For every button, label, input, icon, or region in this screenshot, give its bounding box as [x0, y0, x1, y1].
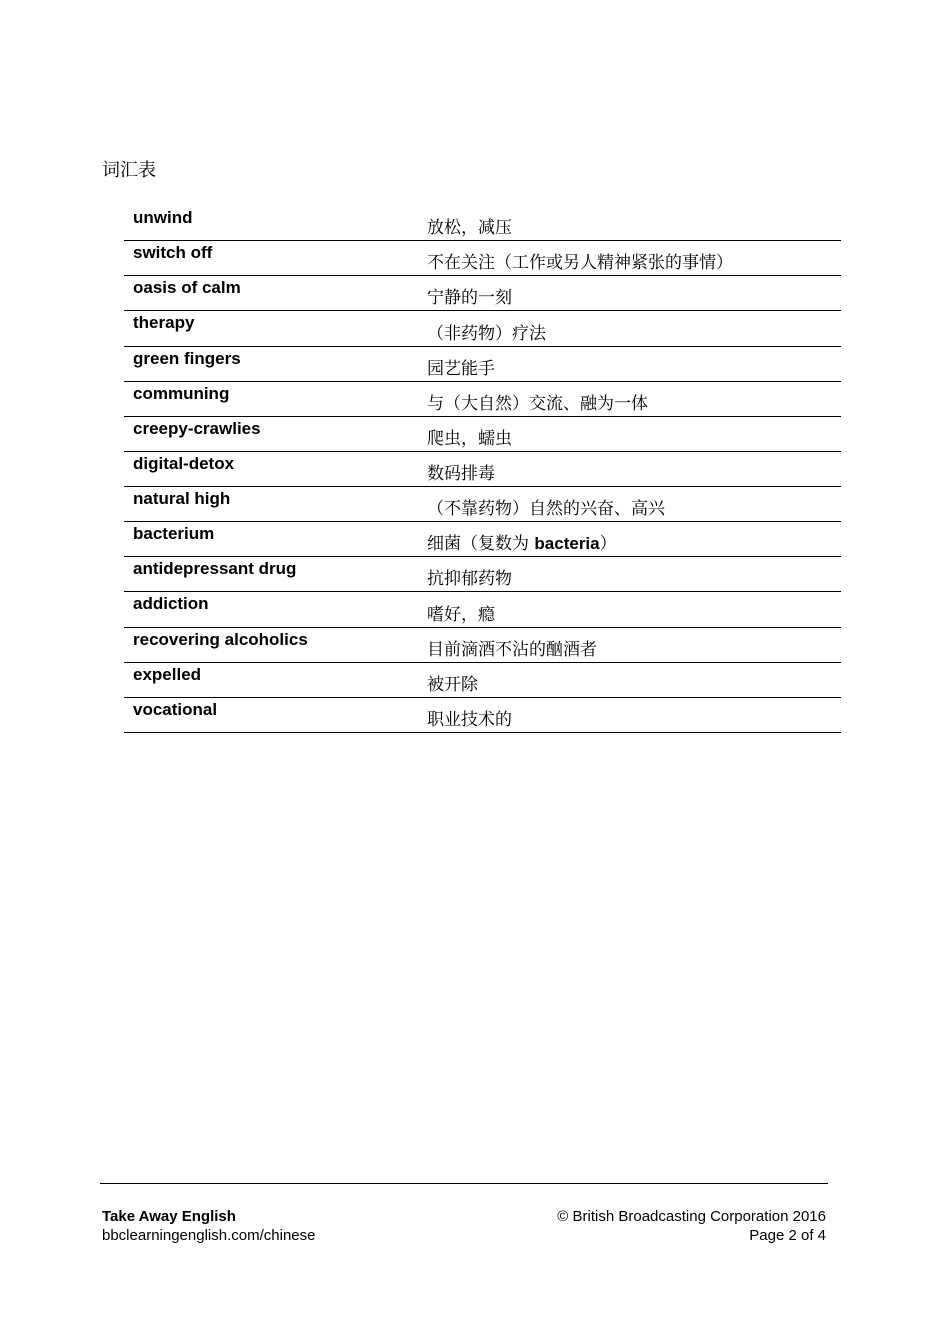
vocab-definition: 被开除 — [427, 674, 478, 695]
vocab-term: bacterium — [133, 524, 215, 544]
vocab-definition: 宁静的一刻 — [427, 288, 512, 309]
vocab-definition: 数码排毒 — [427, 464, 495, 484]
vocab-row — [124, 557, 841, 592]
vocab-definition — [427, 534, 617, 554]
vocab-row — [124, 592, 841, 627]
footer-url: bbclearningenglish.com/chinese — [102, 1227, 316, 1244]
vocab-definition: 与（大自然）交流、融为一体 — [427, 393, 648, 414]
footer-copyright: © British Broadcasting Corporation 2016 — [557, 1208, 826, 1225]
vocab-definition: （非药物）疗法 — [427, 323, 546, 344]
vocab-row — [124, 522, 841, 557]
vocab-definition: 园艺能手 — [427, 358, 495, 379]
vocab-term: addiction — [133, 594, 209, 614]
vocab-row — [124, 276, 841, 311]
vocab-row — [124, 347, 841, 382]
vocab-row — [124, 417, 841, 452]
vocab-term: antidepressant drug — [133, 559, 297, 579]
footer-right — [557, 1207, 826, 1245]
vocab-definition: 嗜好，瘾 — [427, 604, 495, 625]
vocab-row — [124, 311, 841, 346]
vocab-term: recovering alcoholics — [133, 629, 308, 649]
vocab-row — [124, 382, 841, 417]
vocab-row — [124, 452, 841, 487]
vocab-term: communing — [133, 383, 230, 403]
vocab-term: unwind — [133, 208, 193, 227]
vocab-row — [124, 698, 841, 733]
vocab-definition: 爬虫，蠕虫 — [427, 428, 512, 449]
vocab-row — [124, 663, 841, 698]
vocabulary-table — [124, 206, 841, 733]
section-title: 词汇表 — [102, 160, 156, 181]
footer-divider — [100, 1183, 828, 1184]
vocab-definition: 不在关注（工作或另人精神紧张的事情） — [427, 253, 733, 274]
vocab-term: therapy — [133, 313, 195, 333]
vocab-term: switch off — [133, 243, 213, 263]
footer-brand: Take Away English — [102, 1208, 236, 1225]
vocab-definition: （不靠药物）自然的兴奋、高兴 — [427, 499, 665, 520]
vocab-term: digital-detox — [133, 453, 235, 473]
vocab-row — [124, 206, 841, 241]
vocab-definition-bold: bacteria — [534, 534, 600, 554]
vocab-row — [124, 487, 841, 522]
vocab-definition-text: ） — [599, 534, 617, 555]
vocab-term: vocational — [133, 699, 218, 719]
vocab-definition: 职业技术的 — [427, 709, 512, 730]
vocab-definition: 抗抑郁药物 — [427, 569, 512, 590]
vocab-row — [124, 241, 841, 276]
vocab-term: creepy-crawlies — [133, 418, 261, 438]
footer-page-number: Page 2 of 4 — [749, 1227, 826, 1244]
vocab-term: expelled — [133, 664, 202, 684]
vocab-definition: 放松，减压 — [427, 218, 512, 239]
footer-left — [102, 1207, 315, 1245]
vocab-row — [124, 628, 841, 663]
vocab-term: green fingers — [133, 348, 241, 368]
vocab-term: natural high — [133, 489, 231, 508]
vocab-term: oasis of calm — [133, 278, 241, 298]
vocab-definition: 目前滴酒不沾的酗酒者 — [427, 639, 597, 660]
vocab-definition-text: 细菌（复数为 — [427, 534, 535, 555]
